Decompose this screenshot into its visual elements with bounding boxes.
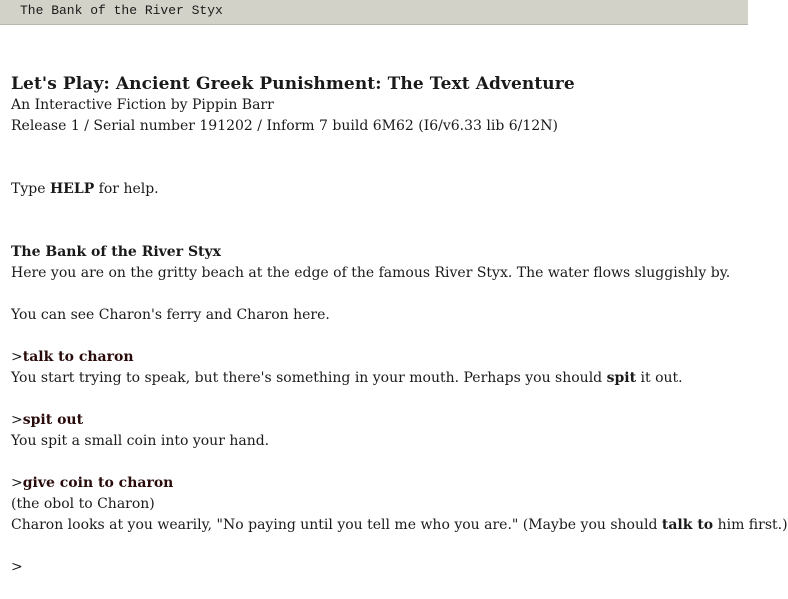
transcript xyxy=(11,74,788,578)
room-contents: You can see Charon's ferry and Charon here. xyxy=(11,307,330,323)
response-after: him first.) xyxy=(713,517,788,533)
prompt-symbol: > xyxy=(11,349,23,365)
response-text: You spit a small coin into your hand. xyxy=(11,433,270,449)
help-hint-after: for help. xyxy=(94,181,159,197)
response-keyword: talk to xyxy=(661,517,714,533)
room-description: Here you are on the gritty beach at the edge of the famous River Styx. The water flows sluggishly by. xyxy=(11,265,731,281)
prompt-symbol: > xyxy=(11,412,23,428)
command-text: talk to charon xyxy=(22,349,134,365)
command-text: give coin to charon xyxy=(22,475,174,491)
response-keyword: spit xyxy=(606,370,637,386)
game-byline: An Interactive Fiction by Pippin Barr xyxy=(11,97,274,113)
help-keyword: HELP xyxy=(49,181,95,197)
status-bar xyxy=(0,0,748,25)
prompt-symbol: > xyxy=(11,475,23,491)
command-line xyxy=(11,347,741,368)
input-prompt: > xyxy=(11,559,23,575)
clarification-text: (the obol to Charon) xyxy=(11,496,155,512)
release-info: Release 1 / Serial number 191202 / Inform 7 build 6M62 (I6/v6.33 lib 6/12N) xyxy=(11,118,558,134)
response-before: Charon looks at you wearily, "No paying until you tell me who you are." (Maybe you should xyxy=(11,517,662,533)
room-name: The Bank of the River Styx xyxy=(11,244,221,260)
response-before: You start trying to speak, but there's something in your mouth. Perhaps you should xyxy=(11,370,607,386)
response-text xyxy=(11,515,788,536)
game-title: Let's Play: Ancient Greek Punishment: The Text Adventure xyxy=(11,74,575,94)
help-hint xyxy=(11,179,741,200)
response-text xyxy=(11,368,741,389)
command-line xyxy=(11,473,741,494)
command-input[interactable] xyxy=(11,557,741,578)
response-after: it out. xyxy=(636,370,683,386)
status-location: The Bank of the River Styx xyxy=(20,3,223,18)
command-line xyxy=(11,410,741,431)
help-hint-before: Type xyxy=(11,181,50,197)
command-text: spit out xyxy=(22,412,84,428)
